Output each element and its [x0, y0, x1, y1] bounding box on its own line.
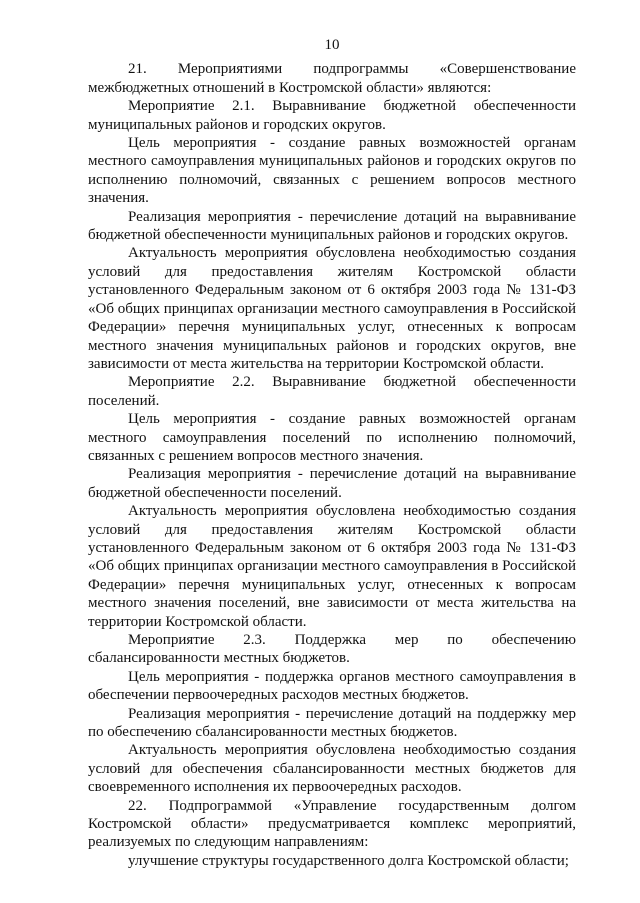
paragraph-measure-2-3-implementation: Реализация мероприятия - перечисление дотаций на поддержку мер по обеспечению сбалансированности местных бюджетов. — [88, 705, 576, 741]
paragraph-measure-2-1-goal: Цель мероприятия - создание равных возможностей органам местного самоуправления муниципальных районов и городских округов по исполнению полномочий, связанных с решением вопросов местного значения. — [88, 135, 576, 207]
page-number: 10 — [324, 37, 340, 53]
paragraph-measure-2-3-title: Мероприятие 2.3. Поддержка мер по обеспечению сбалансированности местных бюджетов. — [88, 632, 576, 667]
paragraph-debt-structure: улучшение структуры государственного долга Костромской области; — [128, 852, 569, 869]
paragraph-measure-2-2-implementation: Реализация мероприятия - перечисление дотаций на выравнивание бюджетной обеспеченности поселений. — [88, 466, 576, 501]
paragraph-measure-2-1-relevance: Актуальность мероприятия обусловлена необходимостью создания условий для предоставления жителям Костромской области установленного Федеральным законом от 6 октября 2003 года № 131-ФЗ «Об общих принципах организации местного самоуправления в Российской Федерации» перечня муниципальных услуг, отнесенных к вопросам местного значения муниципальных районов и городских округов, вне зависимости от места жительства на территории Костромской области. — [88, 245, 576, 372]
paragraph-21-intro: 21. Мероприятиями подпрограммы «Совершенствование межбюджетных отношений в Костромской области» являются: — [88, 61, 576, 96]
paragraph-measure-2-2-title: Мероприятие 2.2. Выравнивание бюджетной обеспеченности поселений. — [88, 374, 576, 409]
paragraph-measure-2-1-implementation: Реализация мероприятия - перечисление дотаций на выравнивание бюджетной обеспеченности муниципальных районов и городских округов. — [88, 208, 576, 244]
paragraph-measure-2-1-title: Мероприятие 2.1. Выравнивание бюджетной обеспеченности муниципальных районов и городских округов. — [88, 98, 576, 133]
paragraph-measure-2-3-goal: Цель мероприятия - поддержка органов местного самоуправления в обеспечении первоочередных расходов местных бюджетов. — [88, 668, 576, 704]
paragraph-measure-2-2-relevance: Актуальность мероприятия обусловлена необходимостью создания условий для предоставления жителям Костромской области установленного Федеральным законом от 6 октября 2003 года № 131-ФЗ «Об общих принципах организации местного самоуправления в Российской Федерации» перечня муниципальных услуг, отнесенных к вопросам местного значения поселений, вне зависимости от места жительства на территории Костромской области. — [88, 503, 576, 630]
document-page — [88, 36, 576, 870]
paragraph-22-intro: 22. Подпрограммой «Управление государственным долгом Костромской области» предусматривается комплекс мероприятий, реализуемых по следующим направлениям: — [88, 797, 576, 851]
paragraph-measure-2-3-relevance: Актуальность мероприятия обусловлена необходимостью создания условий для обеспечения сбалансированности местных бюджетов для своевременного исполнения их первоочередных расходов. — [88, 742, 576, 796]
paragraph-measure-2-2-goal: Цель мероприятия - создание равных возможностей органам местного самоуправления поселений по исполнению полномочий, связанных с решением вопросов местного значения. — [88, 411, 576, 464]
